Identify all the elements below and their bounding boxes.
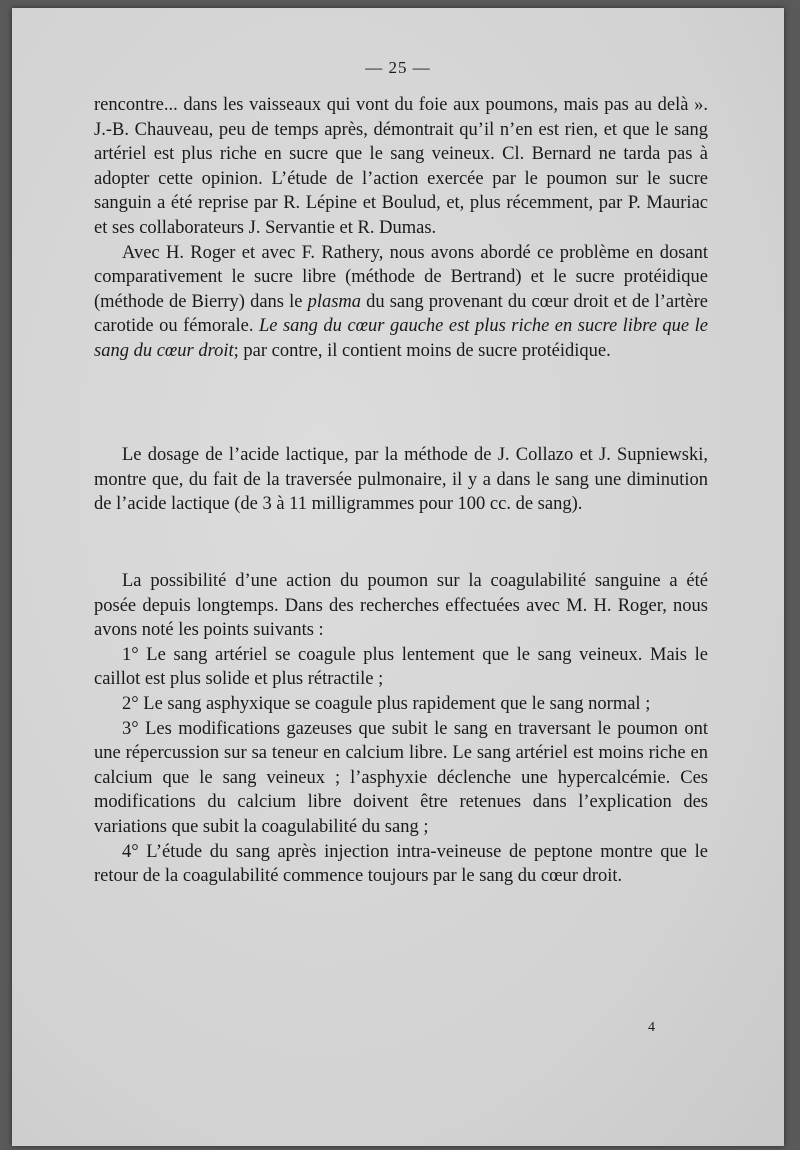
text-section-coagulation — [94, 569, 708, 889]
page-number: — 25 — — [365, 58, 431, 77]
list-item: 3° Les modifications gazeuses que subit le sang en traversant le poumon ont une répercussion sur sa teneur en calcium libre. Le sang artériel est moins riche en calcium que le sang veineux ; l’asphyxie déclenche une hypercalcémie. Ces modifications du calcium libre doivent être retenues dans l’explication des variations que subit la coagulabilité du sang ; — [94, 718, 708, 837]
paragraph-lactic-acid: Le dosage de l’acide lactique, par la méthode de J. Collazo et J. Supniewski, montre que, du fait de la traversée pulmonaire, il y a dans le sang une diminution de l’acide lactique (de 3 à 11 milligrammes pour 100 cc. de sang). — [94, 445, 708, 515]
list-item: 2° Le sang asphyxique se coagule plus rapidement que le sang normal ; — [122, 693, 651, 714]
text-section-glucose — [94, 93, 708, 364]
paragraph-sugar-history: rencontre... dans les vaisseaux qui vont du foie aux poumons, mais pas au delà ». J.-B. Chauveau, peu de temps après, démontrait qu’il n’en est rien, et que le sang artériel est plus riche en sucre que le sang veineux. Cl. Bernard ne tarda pas à adopter cette opinion. L’étude de l’action exercée par le poumon sur le sucre sanguin a été reprise par R. Lépine et Boulud, et, plus récemment, par P. Mauriac et ses collaborateurs J. Servantie et R. Dumas. — [94, 95, 708, 238]
paragraph-text: du sang provenant du cœur droit et de l’artère carotide ou fémorale. — [94, 291, 709, 337]
list-item: 4° L’étude du sang après injection intra-veineuse de peptone montre que le retour de la coagulabilité commence toujours par le sang du cœur droit. — [94, 841, 708, 887]
printer-signature-mark: 4 — [648, 1020, 655, 1035]
book-page — [12, 8, 784, 1146]
list-item: 1° Le sang artériel se coagule plus lentement que le sang veineux. Mais le caillot est plus solide et plus rétractile ; — [94, 644, 708, 690]
emphasis-conclusion: Le sang du cœur gauche est plus riche en sucre libre que le sang du cœur droit — [94, 316, 709, 361]
emphasis-plasma: plasma — [307, 291, 362, 312]
paragraph-text: Avec H. Roger et avec F. Rathery, nous avons abordé ce problème en dosant comparativement le sucre libre (méthode de Bertrand) et le sucre protéidique (méthode de Bierry) dans le — [94, 242, 708, 312]
paragraph-coagulation-intro: La possibilité d’une action du poumon sur la coagulabilité sanguine a été posée depuis longtemps. Dans des recherches effectuées avec M. H. Roger, nous avons noté les points suivants : — [94, 571, 708, 641]
paragraph-text: ; par contre, il contient moins de sucre protéidique. — [233, 340, 611, 361]
paragraph-sugar-findings — [94, 241, 708, 364]
text-section-lactic-acid — [94, 443, 708, 517]
